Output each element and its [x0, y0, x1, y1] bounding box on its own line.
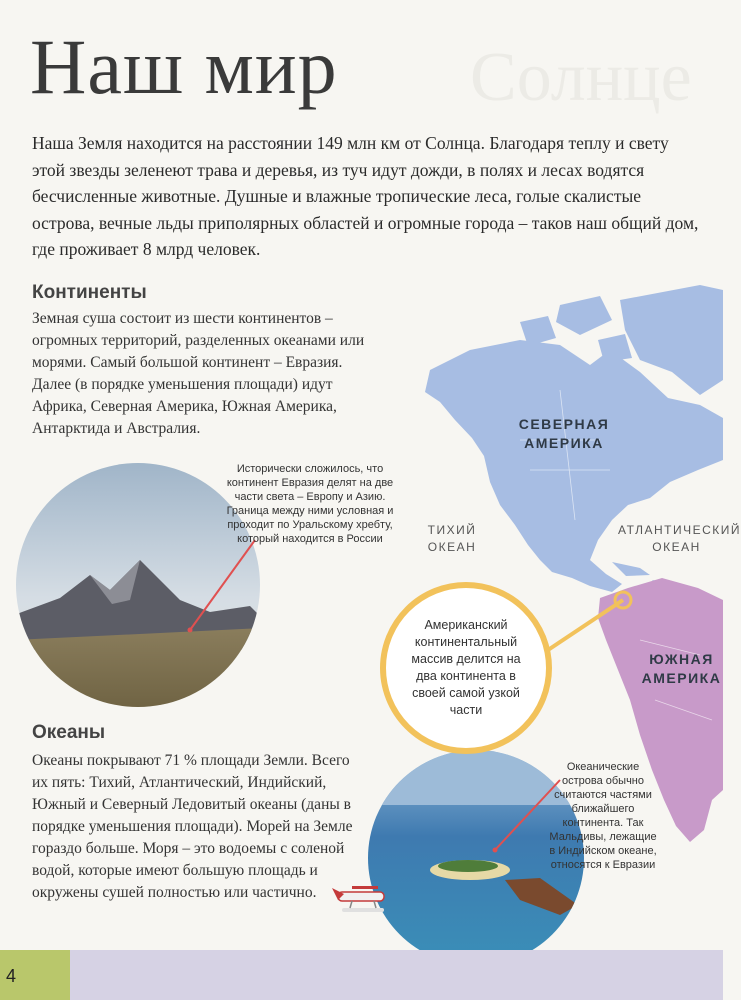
south-america-label: ЮЖНАЯ АМЕРИКА	[641, 651, 722, 686]
isthmus-callout	[380, 582, 552, 754]
page-number: 4	[0, 950, 70, 1000]
intro-paragraph: Наша Земля находится на расстоянии 149 млн км от Солнца. Благодаря теплу и свету этой звезды зеленеют трава и деревья, из туч идут дожди, в полях и лесах водятся бесчисленные животные. Душные и влажные тропические леса, голые скалистые острова, вечные льды приполярных областей и огромные города – таков наш общий дом, где проживает 8 млрд человек.	[32, 133, 699, 259]
callout-text: Американский континентальный массив делится на два континента в своей самой узкой части	[411, 618, 521, 717]
mountain-caption: Исторически сложилось, что континент Евразия делят на две части света – Европу и Азию. Граница между ними условная и проходит по Уральскому хребту, который находится в России	[226, 463, 394, 545]
north-america-label: СЕВЕРНАЯ АМЕРИКА	[518, 416, 610, 451]
bottom-strip	[70, 950, 723, 1000]
continents-heading: Континенты	[32, 282, 147, 303]
oceans-heading: Океаны	[32, 722, 106, 743]
oceans-text: Океаны покрывают 71 % площади Земли. Всего их пять: Тихий, Атлантический, Индийский, Южный и Северный Ледовитый океаны (даны в порядке уменьшения площади). Морей на Земле гораздо больше. Моря – это водоемы с соленой водой, которые имеют большую площадь и окружены сушей полностью или частично.	[32, 752, 353, 901]
atlantic-ocean-label: АТЛАНТИЧЕСКИЙ ОКЕАН	[618, 523, 741, 554]
ghost-background-title: Солнце	[470, 39, 692, 116]
page-title: Наш мир	[30, 23, 338, 110]
island-caption: Океанические острова обычно считаются частями ближайшего континента. Так Мальдивы, лежащие в Индийском океане, относятся к Евразии	[549, 761, 657, 871]
pacific-ocean-label: ТИХИЙ ОКЕАН	[427, 523, 477, 554]
continents-text: Земная суша состоит из шести континентов – огромных территорий, разделенных океанами или морями. Самый большой континент – Евразия. Далее (в порядке уменьшения площади) идут Африка, Северная Америка, Южная Америка, Антарктида и Австралия.	[32, 310, 365, 437]
